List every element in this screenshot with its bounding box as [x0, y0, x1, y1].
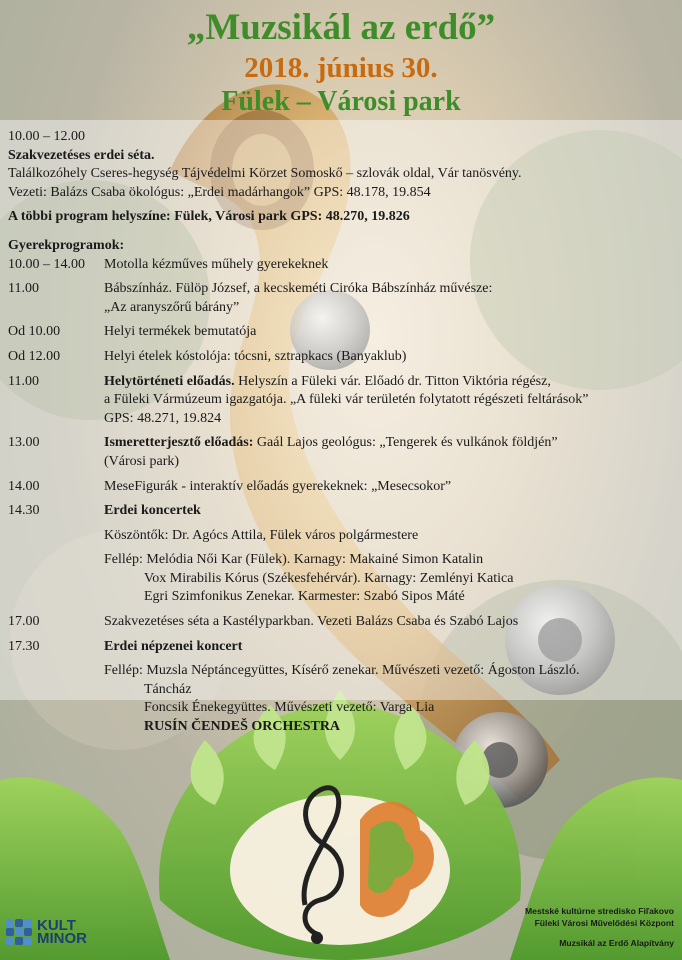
program-time: 13.00: [8, 435, 40, 451]
program-row: [8, 478, 676, 497]
program-row: [8, 434, 676, 471]
program-desc-line: [104, 434, 676, 453]
event-venue: Fülek – Városi park: [221, 86, 461, 117]
kids-heading: Gyerekprogramok:: [8, 237, 125, 253]
program-row: [8, 502, 676, 607]
program-time: 10.00 – 14.00: [8, 256, 85, 272]
program-highlight: Helytörténeti előadás.: [104, 373, 235, 389]
foundation-name: Muzsikál az Erdő Alapítvány: [559, 938, 674, 948]
program-text: Gaál Lajos geológus: „Tengerek és vulkánok földjén”: [253, 435, 558, 451]
performer-line: Táncház: [144, 681, 192, 697]
schedule: [8, 128, 676, 737]
program-highlight: Erdei koncertek: [104, 503, 201, 519]
organizer-hu: Füleki Városi Művelődési Központ: [534, 918, 674, 928]
program-time: 11.00: [8, 281, 39, 297]
poster-title: „Muzsikál az erdő”: [186, 7, 496, 48]
program-time: Od 12.00: [8, 348, 61, 364]
program-row: [8, 280, 676, 317]
walk-time: 10.00 – 12.00: [8, 129, 85, 144]
logo-grid-icon: [6, 919, 32, 945]
performer-line: Egri Szimfonikus Zenekar. Karmester: Szabó Sipos Máté: [144, 589, 465, 605]
program-desc-line: [104, 373, 676, 392]
performer-line: Vox Mirabilis Kórus (Székesfehérvár). Karnagy: Zemlényi Katica: [144, 570, 514, 586]
program-row: [8, 323, 676, 342]
walk-guide: Vezeti: Balázs Csaba ökológus: „Erdei madárhangok” GPS: 48.178, 19.854: [8, 184, 431, 200]
program-desc-line: (Városi park): [104, 453, 180, 469]
program-row: [8, 638, 676, 737]
walk-meeting: Találkozóhely Cseres-hegység Tájvédelmi Körzet Somoskő – szlovák oldal, Vár tanösvény.: [8, 166, 522, 182]
logo-line: KULT: [37, 917, 76, 934]
program-desc: [104, 502, 676, 607]
program-desc: Motolla kézműves műhely gyerekeknek: [104, 256, 329, 272]
program-desc: Helyi termékek bemutatója: [104, 324, 257, 340]
program-desc: [104, 638, 676, 737]
organizer-sk: Mestské kultúrne stredisko Fiľakovo: [525, 906, 674, 916]
logo-line: MINOR: [37, 930, 87, 947]
program-desc-line: „Az aranyszőrű bárány”: [104, 299, 240, 315]
program-highlight: Erdei népzenei koncert: [104, 638, 243, 654]
program-desc: MeseFigurák - interaktív előadás gyerekeknek: „Mesecsokor”: [104, 478, 452, 494]
program-row: [8, 256, 676, 275]
program-text: Helyszín a Füleki vár. Előadó dr. Titton Viktória régész,: [234, 373, 551, 389]
program-desc: [104, 373, 676, 429]
program-time: 11.00: [8, 373, 39, 389]
program-desc-line: a Füleki Vármúzeum igazgatója. „A füleki vár területén folytatott régészeti feltárások”: [104, 392, 589, 408]
walk-title: Szakvezetéses erdei séta.: [8, 147, 155, 163]
location-note: A többi program helyszíne: Fülek, Városi park GPS: 48.270, 19.826: [8, 209, 410, 225]
performer-line: RUSÍN ČENDEŠ ORCHESTRA: [144, 719, 341, 735]
performer-line: Fellép: Muzsla Néptáncegyüttes, Kísérő zenekar. Művészeti vezető: Ágoston László.: [104, 663, 580, 679]
program-highlight: Ismeretterjesztő előadás:: [104, 435, 254, 451]
performer-line: Foncsik Énekegyüttes. Művészeti vezető: Varga Lia: [144, 700, 435, 716]
program-time: 17.30: [8, 638, 40, 654]
program-desc: Szakvezetéses séta a Kastélyparkban. Vezeti Balázs Csaba és Szabó Lajos: [104, 614, 519, 630]
program-desc: [104, 434, 676, 471]
performer-line: Fellép: Melódia Női Kar (Fülek). Karnagy: Makainé Simon Katalin: [104, 552, 484, 568]
program-row: [8, 613, 676, 632]
kultminor-logo: [6, 912, 132, 952]
program-row: [8, 348, 676, 367]
program-desc: [104, 280, 676, 317]
program-time: Od 10.00: [8, 324, 61, 340]
program-time: 14.00: [8, 478, 40, 494]
program-desc: Helyi ételek kóstolója: tócsni, sztrapkacs (Banyaklub): [104, 348, 407, 364]
program-time: 17.00: [8, 614, 40, 630]
event-date: 2018. június 30.: [244, 52, 438, 84]
program-row: [8, 373, 676, 429]
program-time: 14.30: [8, 503, 40, 519]
concert-greeting: Köszöntők: Dr. Agócs Attila, Fülek város polgármestere: [104, 527, 419, 543]
program-desc-line: Bábszínház. Fülöp József, a kecskeméti Ciróka Bábszínház művésze:: [104, 281, 493, 297]
program-desc-line: GPS: 48.271, 19.824: [104, 410, 222, 426]
